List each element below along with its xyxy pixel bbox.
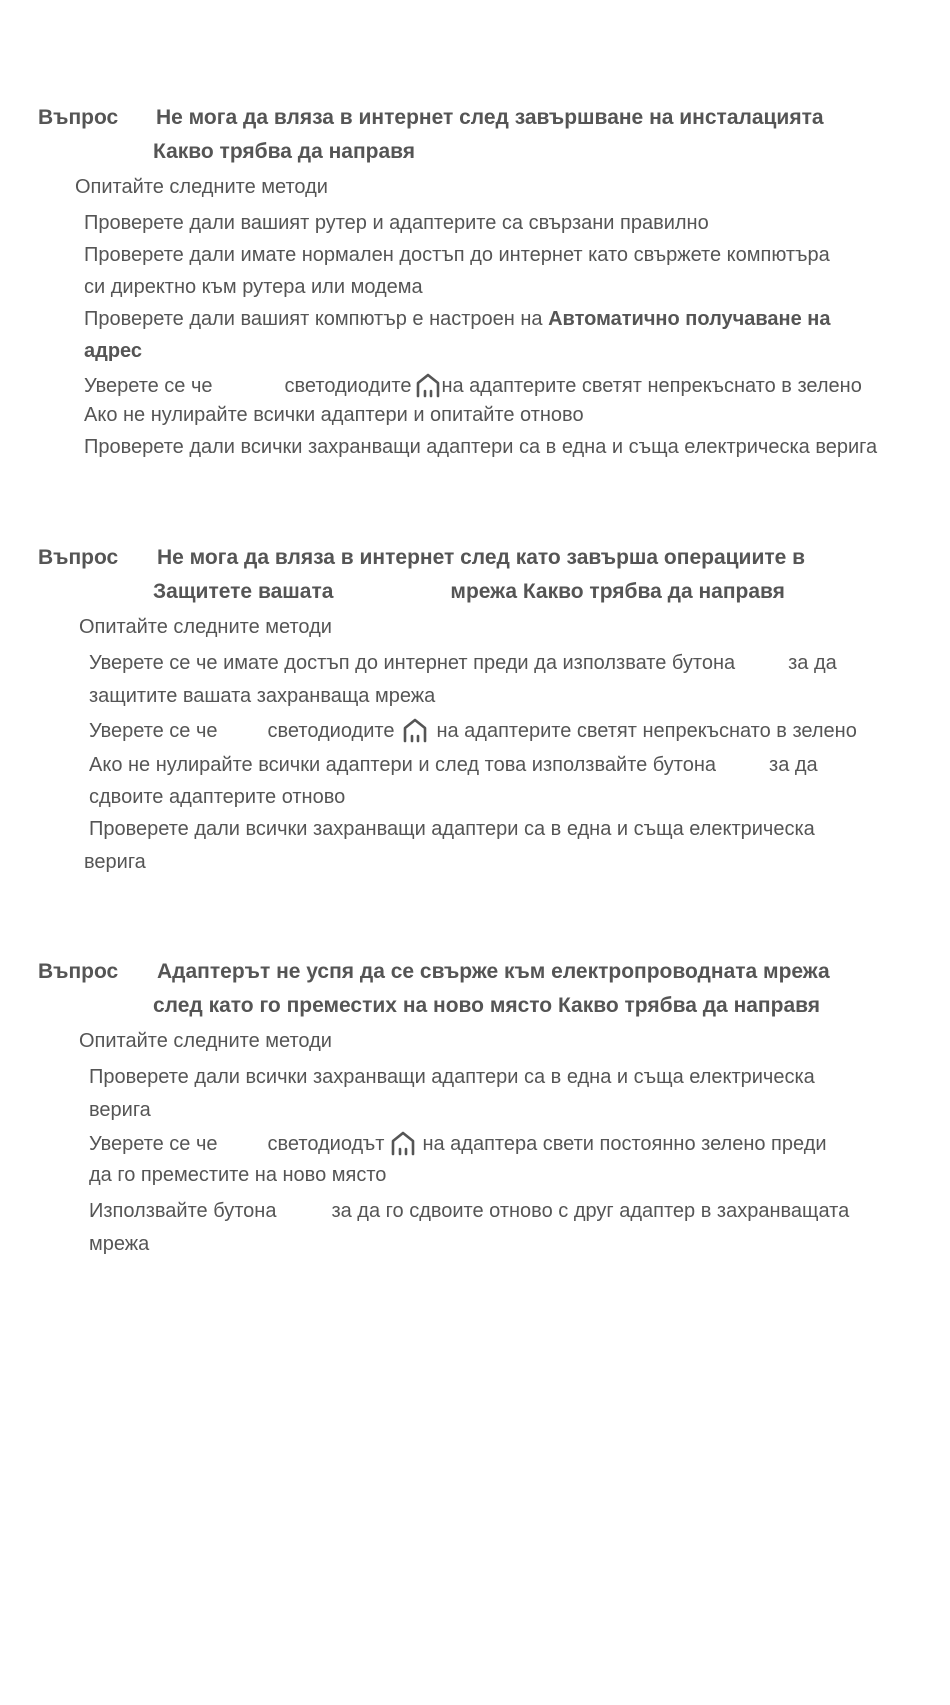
- method-text: за да: [769, 754, 818, 776]
- try-methods-label: Опитайте следните методи: [75, 176, 328, 198]
- method-item-continued: верига: [89, 1099, 151, 1121]
- method-text: за да: [788, 652, 837, 674]
- method-item-continued: да го преместите на ново място: [89, 1164, 387, 1186]
- method-emphasis-continued: адрес: [84, 340, 143, 362]
- method-item: Проверете дали всички захранващи адаптери са в една и съща електрическа верига: [84, 436, 878, 458]
- question-title: Адаптерът не успя да се свърже към електропроводната мрежа: [157, 960, 830, 983]
- method-text: Проверете дали вашият компютър е настроен на: [84, 308, 549, 330]
- home-led-icon: [402, 717, 428, 743]
- method-text: светодиодите: [284, 375, 412, 397]
- method-item: [84, 308, 831, 331]
- try-methods-label: Опитайте следните методи: [79, 616, 332, 638]
- method-item-continued: верига: [84, 851, 146, 873]
- method-item-continued: защитите вашата захранваща мрежа: [89, 685, 436, 707]
- method-item: Проверете дали всички захранващи адаптери са в една и съща електрическа: [89, 818, 815, 840]
- question-title-line2: [153, 580, 785, 604]
- method-item: Проверете дали вашият рутер и адаптерите са свързани правилно: [84, 212, 709, 234]
- home-led-icon: [415, 372, 441, 398]
- question-title: Не мога да вляза в интернет след завършване на инсталацията: [156, 106, 824, 129]
- try-methods-label: Опитайте следните методи: [79, 1030, 332, 1052]
- method-item: [89, 717, 857, 743]
- question-title-part: мрежа Какво трябва да направя: [450, 580, 785, 603]
- question-title-line2: след като го преместих на ново място Какво трябва да направя: [153, 994, 821, 1017]
- method-text: светодиодите: [267, 720, 395, 742]
- method-item: Проверете дали всички захранващи адаптери са в една и съща електрическа: [89, 1066, 815, 1088]
- method-item: [84, 372, 862, 398]
- method-item: [89, 1130, 827, 1156]
- method-text: светодиодът: [267, 1133, 385, 1155]
- method-text: на адаптерите светят непрекъснато в зелено: [436, 720, 857, 742]
- method-item-continued: си директно към рутера или модема: [84, 276, 423, 298]
- home-led-icon: [390, 1130, 416, 1156]
- method-item: Проверете дали имате нормален достъп до интернет като свържете компютъра: [84, 244, 830, 266]
- method-text: за да го сдвоите отново с друг адаптер в захранващата: [331, 1200, 850, 1222]
- method-text: Ако не нулирайте всички адаптери и след това използвайте бутона: [89, 754, 717, 776]
- method-text: Използвайте бутона: [89, 1200, 277, 1222]
- method-item: Ако не нулирайте всички адаптери и опитайте отново: [84, 404, 584, 426]
- method-text: на адаптера свети постоянно зелено преди: [422, 1133, 827, 1155]
- method-item: [89, 754, 818, 777]
- method-text: Уверете се че: [84, 375, 213, 397]
- question-title-part: Защитете вашата: [153, 580, 334, 603]
- method-item-continued: сдвоите адаптерите отново: [89, 786, 346, 808]
- question-label: Въпрос: [38, 960, 119, 983]
- question-label: Въпрос: [38, 106, 119, 129]
- question-title: Не мога да вляза в интернет след като завърша операциите в: [157, 546, 806, 569]
- method-text: Уверете се че имате достъп до интернет преди да използвате бутона: [89, 652, 736, 674]
- method-item-continued: мрежа: [89, 1233, 150, 1255]
- question-label: Въпрос: [38, 546, 119, 569]
- question-title-line2: Какво трябва да направя: [153, 140, 416, 163]
- method-item: [89, 652, 837, 675]
- method-emphasis: Автоматично получаване на: [548, 308, 831, 330]
- method-text: Уверете се че: [89, 1133, 218, 1155]
- method-text: на адаптерите светят непрекъснато в зелено: [441, 375, 862, 397]
- method-item: [89, 1200, 849, 1223]
- method-text: Уверете се че: [89, 720, 218, 742]
